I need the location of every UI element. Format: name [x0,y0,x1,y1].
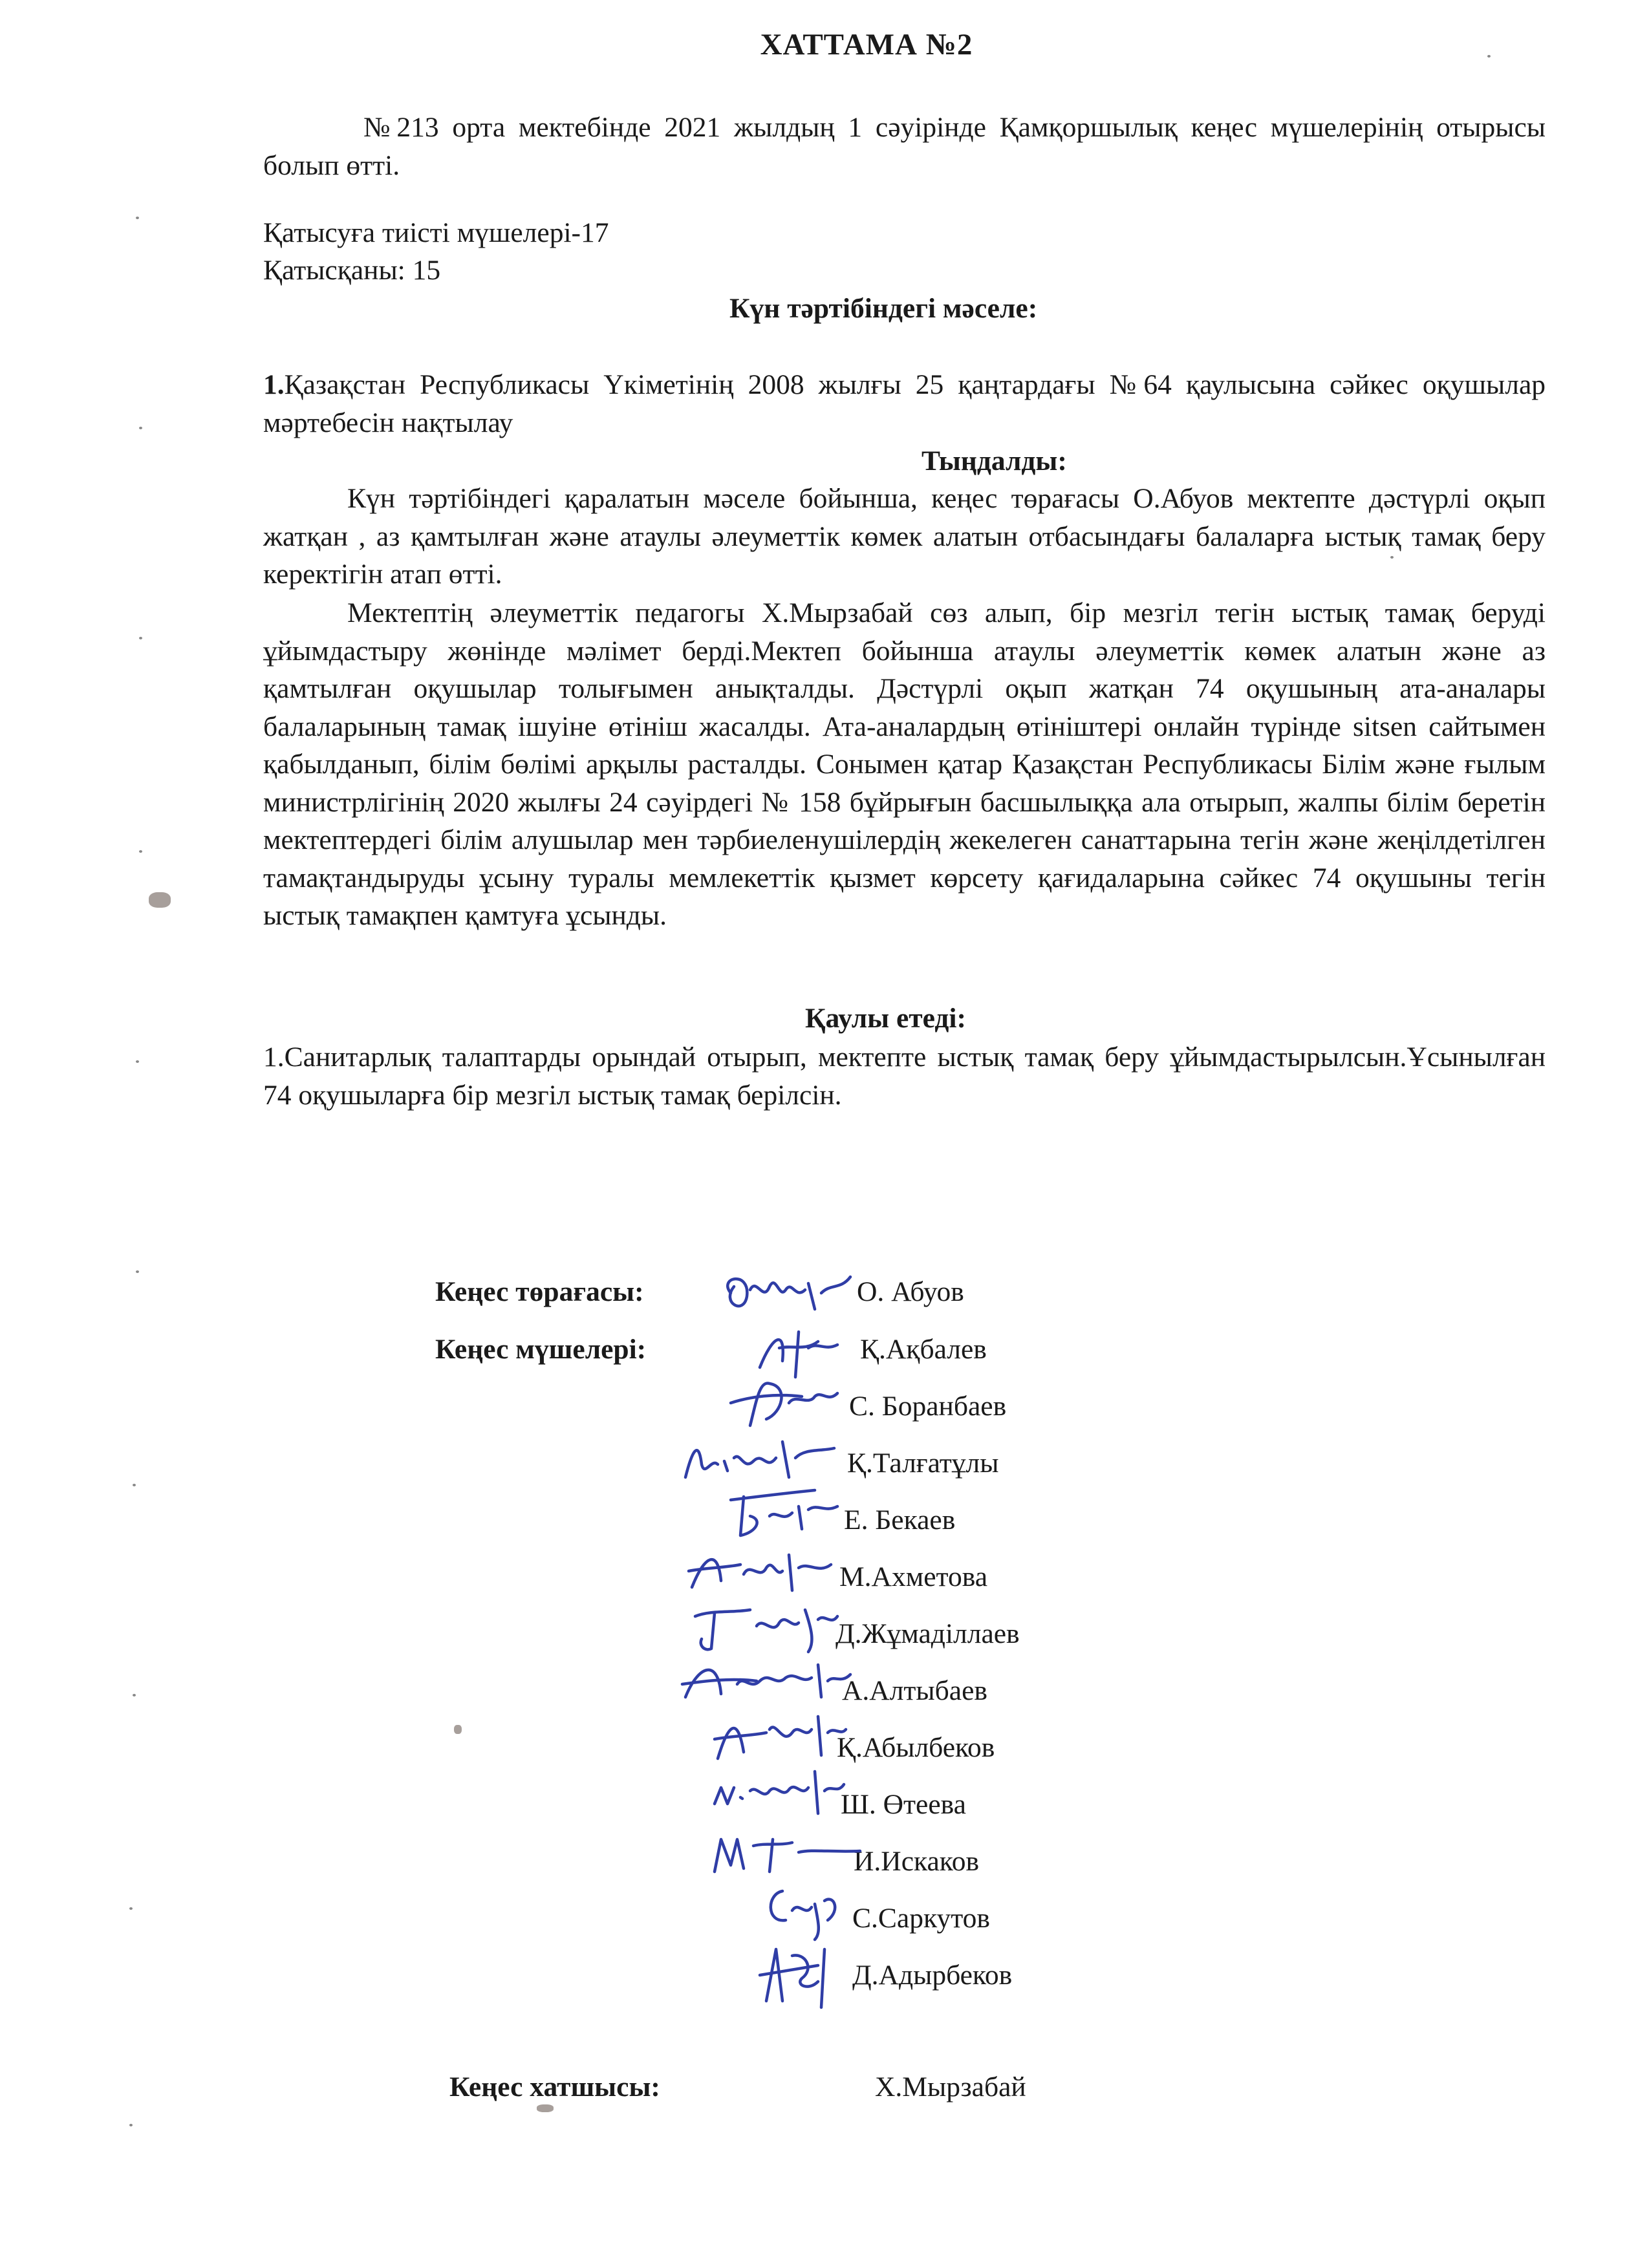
member-name: М.Ахметова [839,1561,988,1592]
member-signature [705,1759,847,1823]
chair-label: Кеңес төрағасы: [435,1276,644,1307]
scan-blot [149,892,171,908]
heard-paragraph-2: Мектептің әлеуметтік педагогы Х.Мырзабай сөз алып, бір мезгіл тегін ыстық тамақ беруді ұйымдастыру жөнінде мәлімет берді.Мектеп бойынша атаулы әлеуметтік көмек алатын және аз қамтылған оқушылар толығымен анықталды. Дәстүрлі оқып жатқан 74 оқушының ата-аналары балаларының тамақ ішуіне өтініш жасалды. Ата-аналардың өтініштері онлайн түрінде sitsen сайтымен қабылданып, білім бөлімі арқылы расталды. Сонымен қатар Қазақстан Республикасы Білім және ғылым министрлігінің 2020 жылғы 24 сәуірдегі № 158 бұйрығын басшылыққа ала отырып, жалпы білім беретін мектептердегі білім алушылар мен тәрбиеленушілердің жекелеген санаттарына тегін және жеңілдетілген тамақтандыруды ұсыну туралы мемлекеттік қызмет көрсету қағидаларына сәйкес 74 оқушыны тегін ыстық тамақпен қамтуға ұсынды. [263,597,1546,931]
scan-blot [537,2104,554,2112]
member-name: Қ.Абылбеков [837,1732,995,1763]
attendance-expected: Қатысуға тиісті мүшелері-17 [263,217,609,248]
agenda-item [263,366,1546,442]
scan-speck [129,2124,133,2126]
resolved-paragraph: 1.Санитарлық талаптарды орындай отырып, мектепте ыстық тамақ беру ұйымдастырылсын.Ұсынылған 74 оқушыларға бір мезгіл ыстық тамақ берілсін. [263,1042,1546,1111]
scan-speck [133,1484,136,1486]
scan-speck [133,1694,136,1696]
scan-speck [129,1907,133,1910]
scan-speck [136,1060,139,1063]
scan-speck [136,217,139,219]
agenda-item-text: Қазақстан Республикасы Үкіметінің 2008 жылғы 25 қаңтардағы №64 қаулысына сәйкес оқушылар мәртебесін нақтылау [263,369,1546,438]
document-title: ХАТТАМА №2 [760,28,973,61]
member-name: Қ.Талғатұлы [847,1448,999,1479]
member-name: Қ.Ақбалев [860,1334,987,1365]
member-name: Е. Бекаев [844,1504,956,1535]
intro-paragraph: №213 орта мектебінде 2021 жылдың 1 сәуірінде Қамқоршылық кеңес мүшелерінің отырысы болып өтті. [263,112,1546,181]
agenda-item-number: 1. [263,369,285,400]
member-name: С. Боранбаев [849,1391,1007,1422]
agenda-heading: Күн тәртібіндегі мәселе: [729,293,1038,324]
heard-heading: Тыңдалды: [921,445,1067,476]
scan-speck [136,1270,139,1273]
member-name: Д.Адырбеков [852,1960,1013,1991]
member-name: С.Саркутов [852,1903,990,1934]
scan-speck [1487,55,1491,58]
secretary-label: Кеңес хатшысы: [449,2071,660,2102]
attendance-present: Қатысқаны: 15 [263,255,441,286]
member-name: И.Искаков [854,1846,980,1877]
scan-speck [139,850,142,853]
member-signature [747,1930,850,2014]
members-label: Кеңес мүшелері: [435,1334,647,1365]
scan-speck [1390,556,1394,559]
chair-name: О. Абуов [857,1276,964,1307]
heard-paragraph-1: Күн тәртібіндегі қаралатын мәселе бойынша, кеңес төрағасы О.Абуов мектепте дәстүрлі оқып жатқан , аз қамтылған және атаулы әлеуметтік көмек алатын отбасындағы балаларға ыстық тамақ беру керектігін атап өтті. [263,483,1546,590]
scan-speck [139,637,142,639]
member-name: А.Алтыбаев [842,1675,987,1706]
scan-blot [454,1725,462,1734]
secretary-name: Х.Мырзабай [875,2071,1026,2102]
member-name: Ш. Өтеева [841,1789,966,1820]
scan-speck [139,427,142,429]
member-name: Д.Жұмаділлаев [835,1618,1020,1649]
resolved-heading: Қаулы етеді: [805,1003,966,1034]
